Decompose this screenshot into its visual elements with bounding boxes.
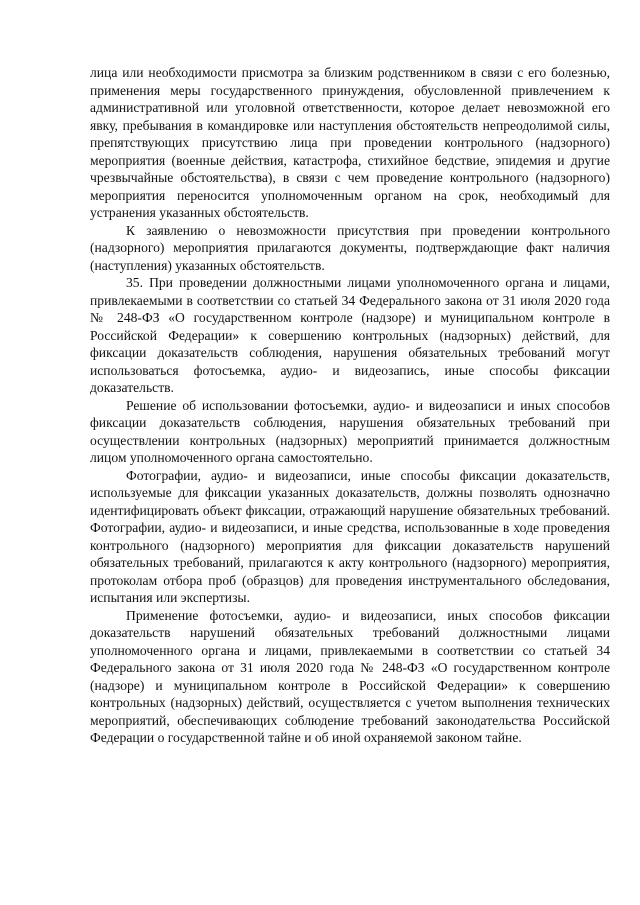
paragraph-application-of-recording: Применение фотосъемки, аудио- и видеозаписи, иных способов фиксации доказательств нарушений обязательных требований должностными лицами уполномоченного органа и лицами, привлекаемыми в соответствии со статьей 34 Федерального закона от 31 июля 2020 года № 248-ФЗ «О государственном контроле (надзоре) и муниципальном контроле в Российской Федерации» к совершению контрольных (надзорных) действий, осуществляется с учетом выполнения технических мероприятий, обеспечивающих соблюдение требований законодательства Российской Федерации о государственной тайне и об иной охраняемой законом тайне. [90, 607, 610, 745]
paragraph-decision-on-recording: Решение об использовании фотосъемки, аудио- и видеозаписи и иных способов фиксации доказательств соблюдения, нарушения обязательных требований при осуществлении контрольных (надзорных) мероприятий принимается должностным лицом уполномоченного органа самостоятельно. [90, 397, 610, 465]
paragraph-continuation: лица или необходимости присмотра за близким родственником в связи с его болезнью, применения меры государственного принуждения, обусловленной привлечением к административной или уголовной ответственности, которое делает невозможной его явку, пребывания в командировке или наступления обстоятельств непреодолимой силы, препятствующих присутствию лица при проведении контрольного (надзорного) мероприятия (военные действия, катастрофа, стихийное бедствие, эпидемия и другие чрезвычайные обстоятельства), в связи с чем проведение контрольного (надзорного) мероприятия переносится уполномоченным органом на срок, необходимый для устранения указанных обстоятельств. [90, 65, 610, 220]
paragraph-application-documents: К заявлению о невозможности присутствия при проведении контрольного (надзорного) мероприятия прилагаются документы, подтверждающие факт наличия (наступления) указанных обстоятельств. [90, 222, 610, 273]
document-page [90, 64, 610, 747]
paragraph-photos-and-recordings: Фотографии, аудио- и видеозаписи, иные способы фиксации доказательств, используемые для фиксации указанных доказательств, должны позволять однозначно идентифицировать объект фиксации, отражающий нарушение обязательных требований. Фотографии, аудио- и видеозаписи, и иные средства, использованные в ходе проведения контрольного (надзорного) мероприятия для фиксации доказательств нарушений обязательных требований, прилагаются к акту контрольного (надзорного) мероприятия, протоколам отбора проб (образцов) для проведения инструментального обследования, испытания или экспертизы. [90, 467, 610, 605]
paragraph-item-35: 35. При проведении должностными лицами уполномоченного органа и лицами, привлекаемыми в соответствии со статьей 34 Федерального закона от 31 июля 2020 года № 248-ФЗ «О государственном контроле (надзоре) и муниципальном контроле в Российской Федерации» к совершению контрольных (надзорных) действий, для фиксации доказательств соблюдения, нарушения обязательных требований могут использоваться фотосъемка, аудио- и видеозапись, иные способы фиксации доказательств. [90, 275, 610, 395]
